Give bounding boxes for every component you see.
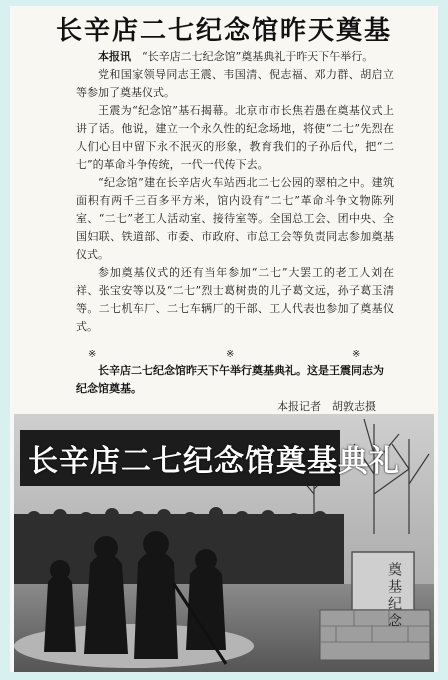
- dateline: 本报讯: [98, 50, 131, 63]
- article-paragraph: [76, 48, 394, 66]
- separator-mark: ※: [352, 349, 361, 360]
- article-paragraph: 党和国家领导同志王震、韦国清、倪志福、邓力群、胡启立等参加了奠基仪式。: [76, 68, 394, 99]
- lead-text: “长辛店二七纪念馆”奠基典礼于昨天下午举行。: [142, 50, 374, 63]
- article-paragraph: “纪念馆”建在长辛店火车站西北二七公园的翠柏之中。建筑面积有两千三百多平方米，馆内设有“二七”革命斗争文物陈列室、“二七”老工人活动室、接待室等。全国总工会、团中央、全国妇联、铁道部、市委、市政府、市总工会等负责同志参加奠基仪式。: [76, 176, 394, 261]
- stone-inscription: 奠基纪念: [386, 562, 402, 630]
- banner-text: 长辛店二七纪念馆奠基典礼: [28, 444, 400, 479]
- photo-caption: 长辛店二七纪念馆昨天下午举行奠基典礼。这是王震同志为纪念馆奠基。: [76, 364, 384, 395]
- headline: 长辛店二七纪念馆昨天奠基: [55, 16, 392, 46]
- separator-mark: ※: [226, 349, 235, 360]
- byline: 本报记者 胡敦志摄: [277, 400, 376, 413]
- separator-mark: ※: [88, 349, 97, 360]
- ceremony-photo: [14, 414, 434, 672]
- article-body: [76, 48, 394, 336]
- newspaper-clipping: [10, 6, 438, 672]
- article-paragraph: 参加奠基仪式的还有当年参加“二七”大罢工的老工人刘在祥、张宝安等以及“二七”烈士葛树贵的儿子葛文远，孙子葛玉清等。二七机车厂、二七车辆厂的干部、工人代表也参加了奠基仪式。: [76, 266, 394, 333]
- article-paragraph: 王震为“纪念馆”基石揭幕。北京市市长焦若愚在奠基仪式上讲了话。他说，建立一个永久性的纪念场地，将使“二七”先烈在人们心目中留下永不泯灭的形象，教育我们的子孙后代，把“二七”的革命斗争传统，一代一代传下去。: [76, 104, 394, 171]
